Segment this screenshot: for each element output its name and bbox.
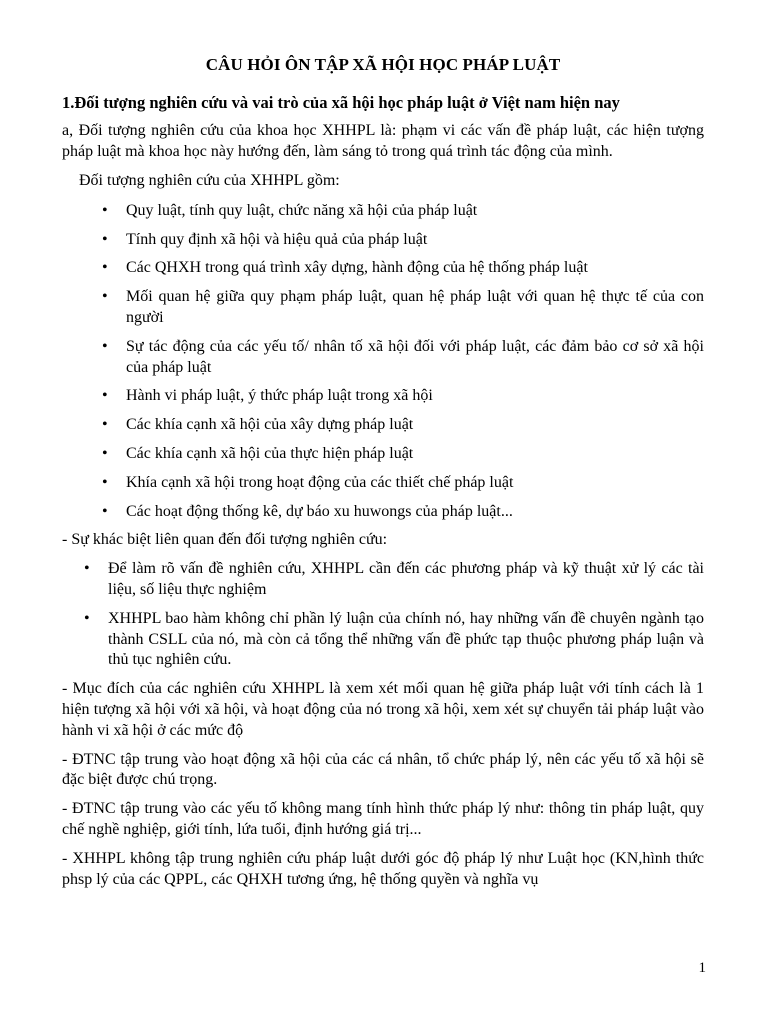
- list-item: [62, 287, 704, 329]
- list-item-text: Tính quy định xã hội và hiệu quả của pháp luật: [126, 230, 428, 248]
- bullet-icon: •: [102, 445, 108, 462]
- bullet-icon: •: [102, 387, 108, 405]
- list-item: [62, 415, 704, 436]
- paragraph-purpose: - Mục đích của các nghiên cứu XHHPL là xem xét mối quan hệ giữa pháp luật với tính cách là 1 hiện tượng xã hội với xã hội, và hoạt động của nó trong xã hội, xem xét sự chuyển tải pháp luật vào hành vi xã hội ở các mức độ: [62, 680, 704, 739]
- difference-intro: - Sự khác biệt liên quan đến đối tượng nghiên cứu:: [62, 531, 388, 549]
- list-item-text: Các hoạt động thống kê, dự báo xu huwongs của pháp luật...: [126, 502, 513, 520]
- difference-list: [62, 559, 704, 671]
- list-item-text: Quy luật, tính quy luật, chức năng xã hội của pháp luật: [126, 201, 478, 219]
- bullet-icon: •: [102, 473, 108, 491]
- list-item: [62, 230, 704, 251]
- bullet-icon: •: [102, 259, 108, 277]
- bullet-icon: •: [102, 288, 108, 306]
- list-item: [62, 201, 704, 222]
- section-heading: 1.Đối tượng nghiên cứu và vai trò của xã hội học pháp luật ở Việt nam hiện nay: [62, 93, 620, 112]
- bullet-icon: •: [102, 416, 108, 434]
- list-item-text: Để làm rõ vấn đề nghiên cứu, XHHPL cần đến các phương pháp và kỹ thuật xử lý các tài liệu, số liệu thực nghiệm: [108, 560, 704, 598]
- list-item: [62, 337, 704, 379]
- research-object-list: [62, 201, 704, 523]
- page-number: 1: [698, 960, 706, 976]
- list-item: [62, 559, 704, 601]
- document-page: [62, 55, 704, 898]
- list-item-text: Các khía cạnh xã hội của xây dựng pháp luật: [126, 416, 414, 434]
- bullet-icon: •: [102, 337, 108, 355]
- list-item-text: Mối quan hệ giữa quy phạm pháp luật, quan hệ pháp luật với quan hệ thực tế của con người: [126, 288, 704, 327]
- list-item: [62, 502, 704, 523]
- paragraph-focus-informal: - ĐTNC tập trung vào các yếu tố không mang tính hình thức pháp lý như: thông tin pháp luật, quy chế nghề nghiệp, giới tính, lứa tuổi, định hướng giá trị...: [62, 800, 704, 838]
- list-item: [62, 258, 704, 279]
- list-item-text: XHHPL bao hàm không chỉ phần lý luận của chính nó, hay những vấn đề chuyên ngành tạo thành CSLL của nó, mà còn cả tổng thể những vấn đề phức tạp thuộc phương pháp luận và thủ tục nghiên cứu.: [108, 609, 704, 669]
- list-item-text: Các khía cạnh xã hội của thực hiện pháp luật: [126, 445, 414, 462]
- list-item: [62, 386, 704, 407]
- paragraph-focus-social: - ĐTNC tập trung vào hoạt động xã hội của các cá nhân, tổ chức pháp lý, nên các yếu tố xã hội sẽ đặc biệt được chú trọng.: [62, 750, 704, 789]
- list-item-text: Khía cạnh xã hội trong hoạt động của các thiết chế pháp luật: [126, 473, 514, 491]
- paragraph-not-legal-form: - XHHPL không tập trung nghiên cứu pháp luật dưới góc độ pháp lý như Luật học (KN,hình thức phsp lý của các QPPL, các QHXH tương ứng, hệ thống quyền và nghĩa vụ: [62, 849, 704, 888]
- bullet-icon: •: [84, 609, 90, 627]
- list-item: [62, 444, 704, 465]
- list-item-text: Sự tác động của các yếu tố/ nhân tố xã hội đối với pháp luật, các đảm bảo cơ sở xã hội của pháp luật: [126, 337, 704, 376]
- bullet-icon: •: [102, 230, 108, 248]
- bullet-icon: •: [84, 560, 90, 578]
- list-intro: Đối tượng nghiên cứu của XHHPL gồm:: [79, 172, 340, 190]
- list-item-text: Các QHXH trong quá trình xây dựng, hành động của hệ thống pháp luật: [126, 259, 588, 277]
- list-item: [62, 473, 704, 494]
- bullet-icon: •: [102, 201, 108, 219]
- paragraph-definition: a, Đối tượng nghiên cứu của khoa học XHHPL là: phạm vi các vấn đề pháp luật, các hiện tượng pháp luật mà khoa học này hướng đến, làm sáng tỏ trong quá trình tác động của mình.: [62, 122, 704, 161]
- list-item: [62, 609, 704, 671]
- bullet-icon: •: [102, 502, 108, 520]
- document-title: CÂU HỎI ÔN TẬP XÃ HỘI HỌC PHÁP LUẬT: [205, 55, 561, 74]
- list-item-text: Hành vi pháp luật, ý thức pháp luật trong xã hội: [126, 387, 433, 405]
